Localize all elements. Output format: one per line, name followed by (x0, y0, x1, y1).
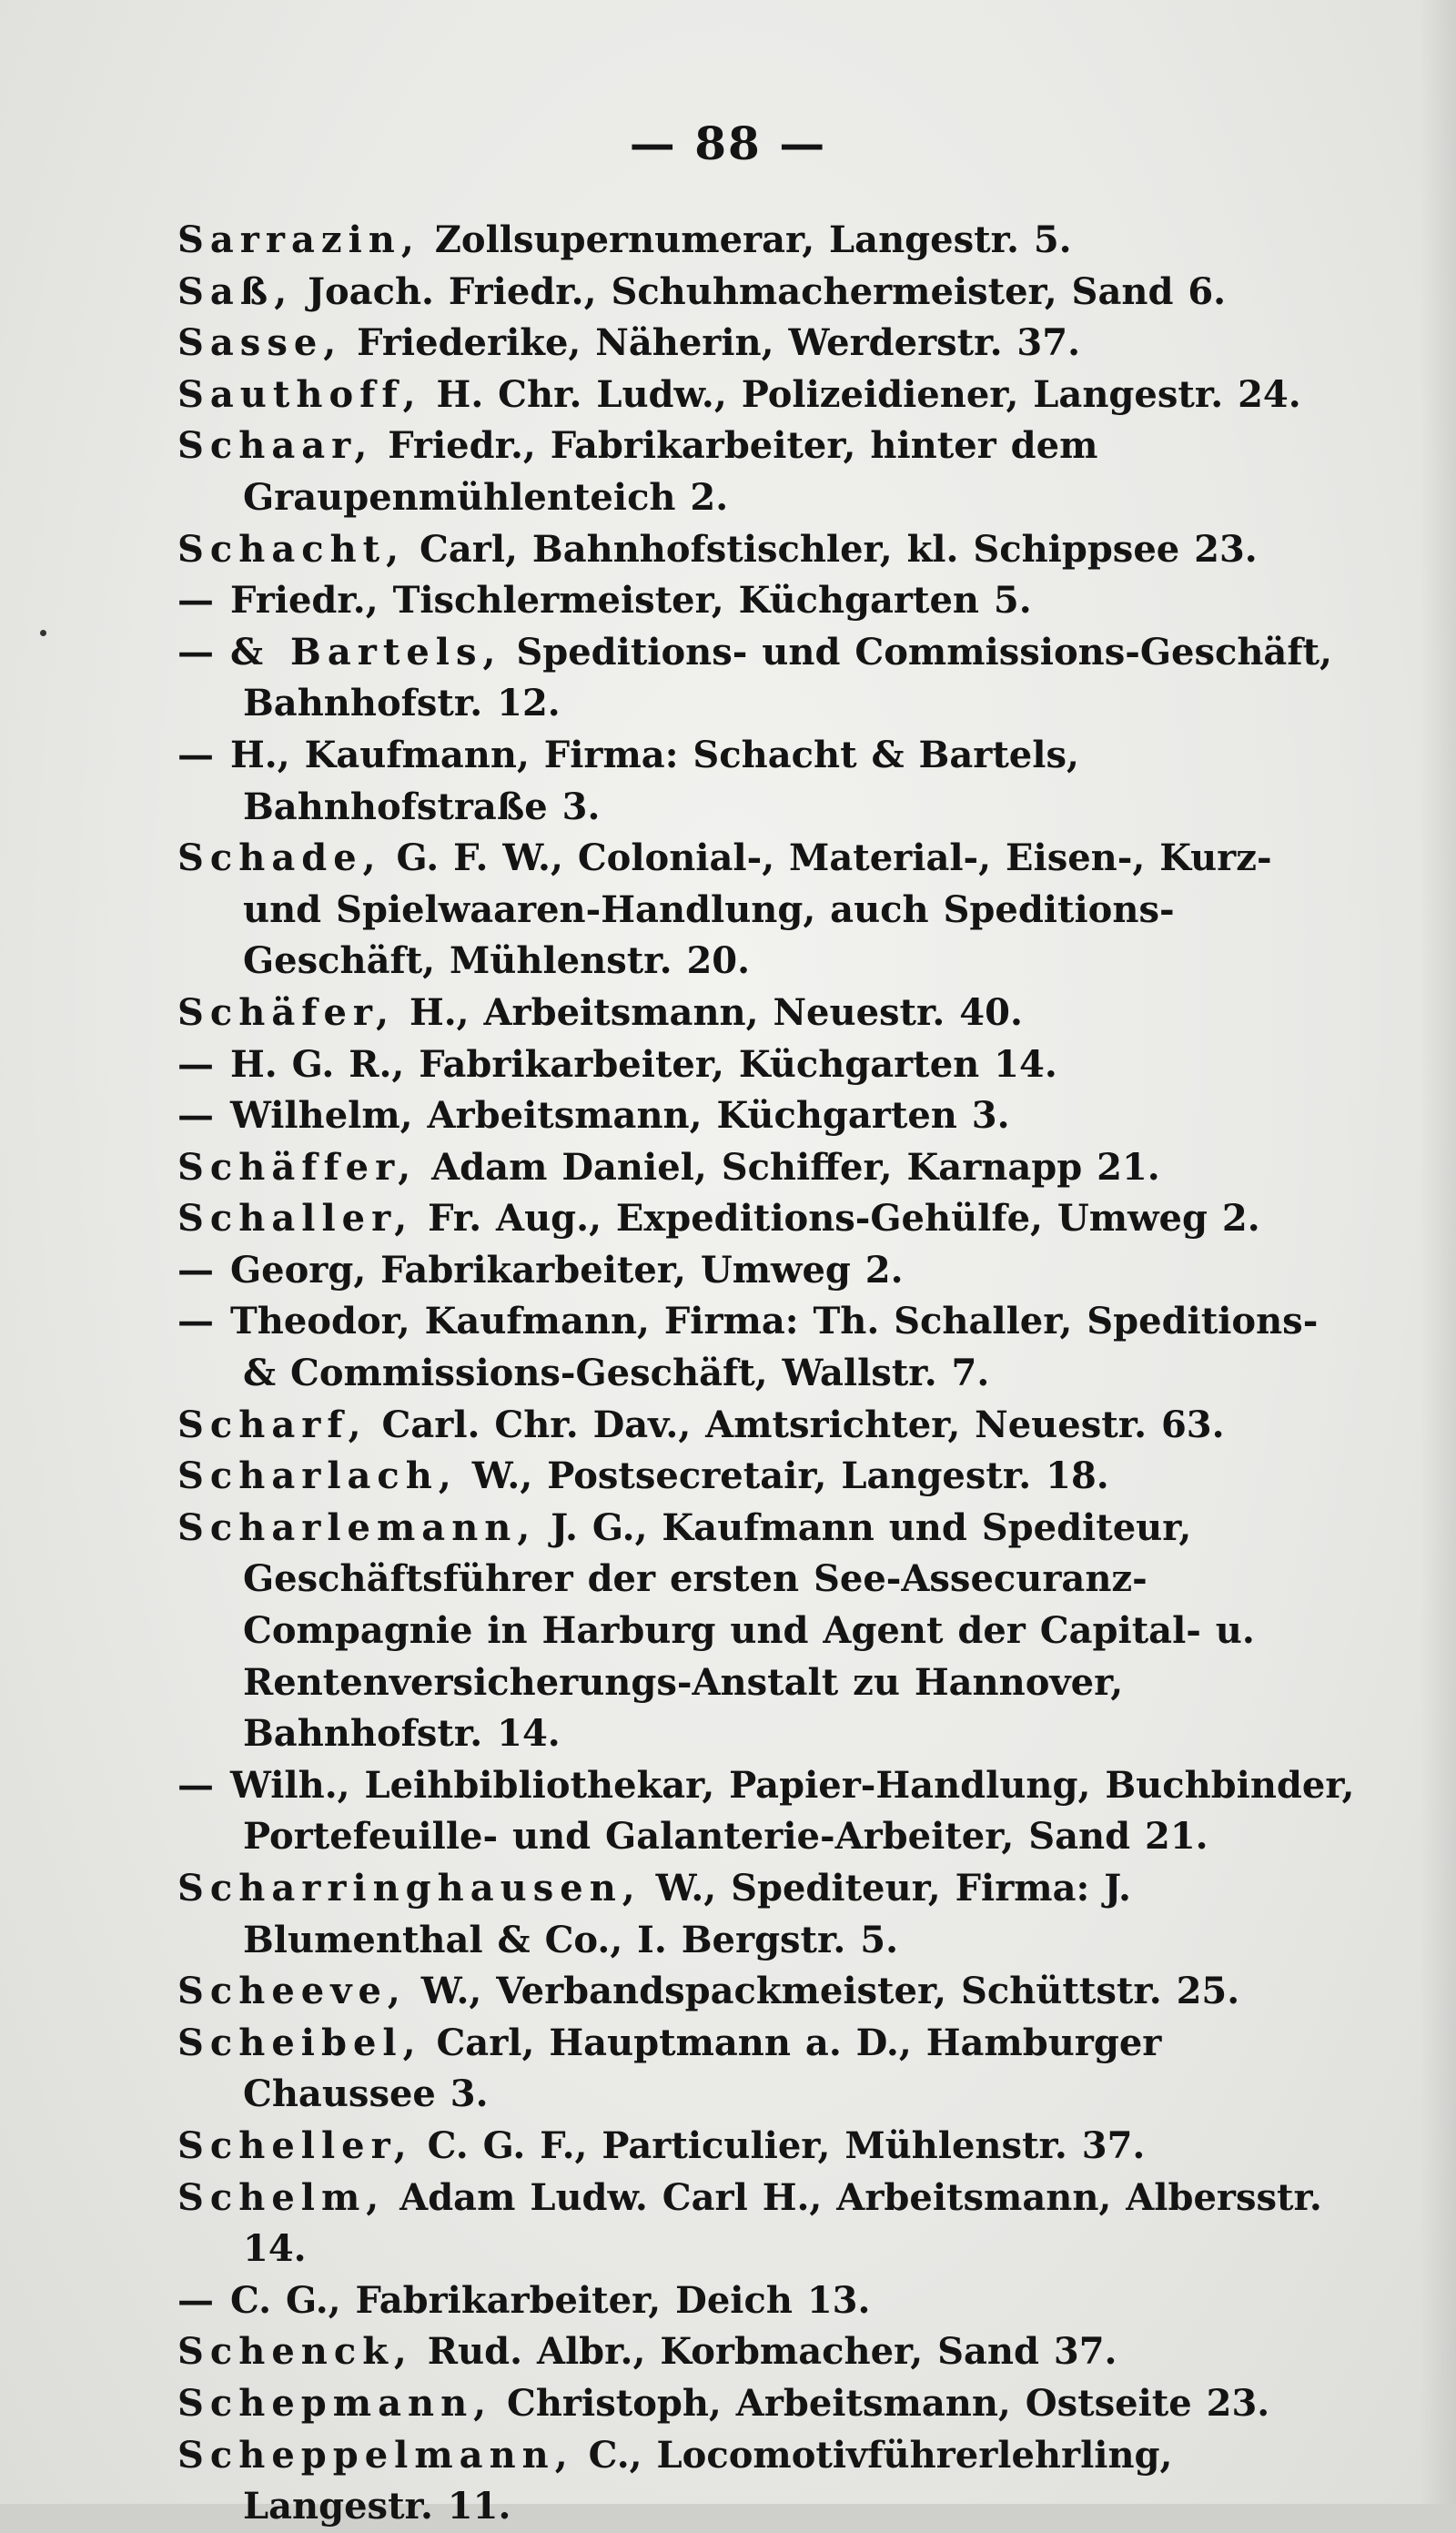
directory-sub-entry (177, 1296, 1360, 1399)
directory-entry (177, 1193, 1360, 1245)
directory-entry (177, 267, 1360, 319)
entry-details: H., Kaufmann, Firma: Schacht & Bartels, Bahnhofstraße 3. (230, 733, 1079, 828)
directory-entry (177, 988, 1360, 1039)
directory-sub-entry (177, 1039, 1360, 1091)
entry-surname: Schäffer, (177, 1145, 418, 1189)
directory-entry (177, 2430, 1360, 2533)
page-edge-shadow (1420, 0, 1456, 2504)
entry-details: W., Spediteur, Firma: J. Blumenthal & Co., I. Bergstr. 5. (243, 1867, 1131, 1961)
entry-details: C. G., Fabrikarbeiter, Deich 13. (230, 2278, 871, 2322)
entry-surname: Schelm, (177, 2175, 386, 2219)
directory-entry (177, 2173, 1360, 2275)
directory-sub-entry (177, 1245, 1360, 1297)
entry-surname: Scheller, (177, 2123, 413, 2167)
entry-surname: Scharlemann, (177, 1505, 537, 1549)
ditto-dash: — (177, 630, 214, 674)
entry-details: Carl, Hauptmann a. D., Hamburger Chaussee 3. (243, 2021, 1162, 2116)
entry-surname: Sauthoff, (177, 372, 422, 416)
entry-details: Joach. Friedr., Schuhmachermeister, Sand 6. (308, 269, 1227, 313)
directory-entry (177, 370, 1360, 421)
entry-surname: Schade, (177, 836, 382, 880)
entry-details: G. F. W., Colonial-, Material-, Eisen-, Kurz- und Spielwaaren-Handlung, auch Speditions-Geschäft, Mühlenstr. 20. (243, 836, 1272, 983)
entry-details: Adam Daniel, Schiffer, Karnapp 21. (431, 1145, 1160, 1189)
entry-surname: Schenck, (177, 2330, 413, 2374)
directory-sub-entry (177, 2275, 1360, 2327)
directory-entry (177, 2121, 1360, 2173)
entry-surname: Scharlach, (177, 1454, 458, 1498)
directory-entry (177, 215, 1360, 267)
ditto-dash: — (177, 733, 214, 776)
entry-surname: Schäfer, (177, 990, 395, 1034)
directory-entry (177, 1142, 1360, 1194)
entry-surname: Scheeve, (177, 1970, 407, 2013)
entry-details: Carl, Bahnhofstischler, kl. Schippsee 23. (420, 527, 1258, 571)
entry-surname: Scharringhausen, (177, 1867, 642, 1910)
directory-entry (177, 1451, 1360, 1503)
entry-surname: Sarrazin, (177, 218, 420, 261)
entry-details: W., Postsecretair, Langestr. 18. (471, 1454, 1109, 1498)
address-entry-list (177, 215, 1360, 2533)
entry-surname: Scheibel, (177, 2021, 422, 2064)
directory-entry (177, 318, 1360, 370)
entry-details: C., Locomotivführerlehrling, Langestr. 11. (243, 2433, 1173, 2528)
ditto-dash: — (177, 1763, 214, 1807)
entry-details: H., Arbeitsmann, Neuestr. 40. (409, 990, 1023, 1034)
entry-details: Friederike, Näherin, Werderstr. 37. (357, 321, 1081, 365)
directory-entry (177, 1503, 1360, 1760)
ditto-dash: — (177, 1248, 214, 1292)
entry-details: Georg, Fabrikarbeiter, Umweg 2. (230, 1248, 904, 1292)
page-number: — 88 — (629, 117, 827, 170)
directory-entry (177, 420, 1360, 523)
directory-entry (177, 833, 1360, 988)
entry-details: Friedr., Tischlermeister, Küchgarten 5. (230, 579, 1032, 623)
entry-surname: & Bartels, (230, 630, 502, 674)
directory-entry (177, 1863, 1360, 1966)
entry-details: W., Verbandspackmeister, Schüttstr. 25. (420, 1970, 1240, 2013)
entry-surname: Schacht, (177, 527, 406, 571)
directory-entry (177, 524, 1360, 576)
entry-surname: Schepmann, (177, 2381, 493, 2425)
entry-details: H. Chr. Ludw., Polizeidiener, Langestr. 24. (436, 372, 1301, 416)
ditto-dash: — (177, 1300, 214, 1343)
entry-details: Fr. Aug., Expeditions-Gehülfe, Umweg 2. (428, 1197, 1260, 1241)
entry-details: H. G. R., Fabrikarbeiter, Küchgarten 14. (230, 1042, 1057, 1086)
directory-entry (177, 1400, 1360, 1452)
directory-sub-entry (177, 627, 1360, 730)
entry-surname: Schaller, (177, 1197, 414, 1241)
ditto-dash: — (177, 1042, 214, 1086)
directory-entry (177, 2378, 1360, 2430)
entry-details: Wilh., Leihbibliothekar, Papier-Handlung, Buchbinder, Portefeuille- und Galanterie-Arbeiter, Sand 21. (230, 1763, 1355, 1859)
entry-details: Wilhelm, Arbeitsmann, Küchgarten 3. (230, 1094, 1010, 1138)
entry-surname: Sasse, (177, 321, 343, 365)
entry-surname: Schaar, (177, 424, 374, 468)
entry-details: Christoph, Arbeitsmann, Ostseite 23. (507, 2381, 1270, 2425)
ditto-dash: — (177, 1094, 214, 1138)
entry-details: Rud. Albr., Korbmacher, Sand 37. (427, 2330, 1117, 2374)
entry-surname: Scheppelmann, (177, 2433, 574, 2477)
entry-details: Carl. Chr. Dav., Amtsrichter, Neuestr. 63. (381, 1403, 1225, 1446)
directory-sub-entry (177, 1090, 1360, 1142)
entry-details: Zollsupernumerar, Langestr. 5. (434, 218, 1072, 261)
directory-entry (177, 2326, 1360, 2378)
ditto-dash: — (177, 579, 214, 623)
entry-details: J. G., Kaufmann und Spediteur, Geschäftsführer der ersten See-Assecuranz-Compagnie in Harburg und Agent der Capital- u. Rentenversicherungs-Anstalt zu Hannover, Bahnhofstr. 14. (243, 1505, 1255, 1756)
entry-details: Adam Ludw. Carl H., Arbeitsmann, Albersstr. 14. (243, 2175, 1322, 2271)
entry-details: Speditions- und Commissions-Geschäft, Bahnhofstr. 12. (243, 630, 1332, 725)
directory-sub-entry (177, 575, 1360, 627)
entry-details: Friedr., Fabrikarbeiter, hinter dem Graupenmühlenteich 2. (243, 424, 1098, 519)
entry-surname: Saß, (177, 269, 294, 313)
ditto-dash: — (177, 2278, 214, 2322)
directory-entry (177, 2018, 1360, 2121)
entry-surname: Scharf, (177, 1403, 368, 1446)
directory-sub-entry (177, 1760, 1360, 1863)
entry-details: Theodor, Kaufmann, Firma: Th. Schaller, Speditions- & Commissions-Geschäft, Wallstr. 7. (230, 1300, 1319, 1395)
ink-spot (40, 630, 46, 636)
directory-entry (177, 1966, 1360, 2018)
directory-sub-entry (177, 730, 1360, 833)
entry-details: C. G. F., Particulier, Mühlenstr. 37. (427, 2123, 1146, 2167)
